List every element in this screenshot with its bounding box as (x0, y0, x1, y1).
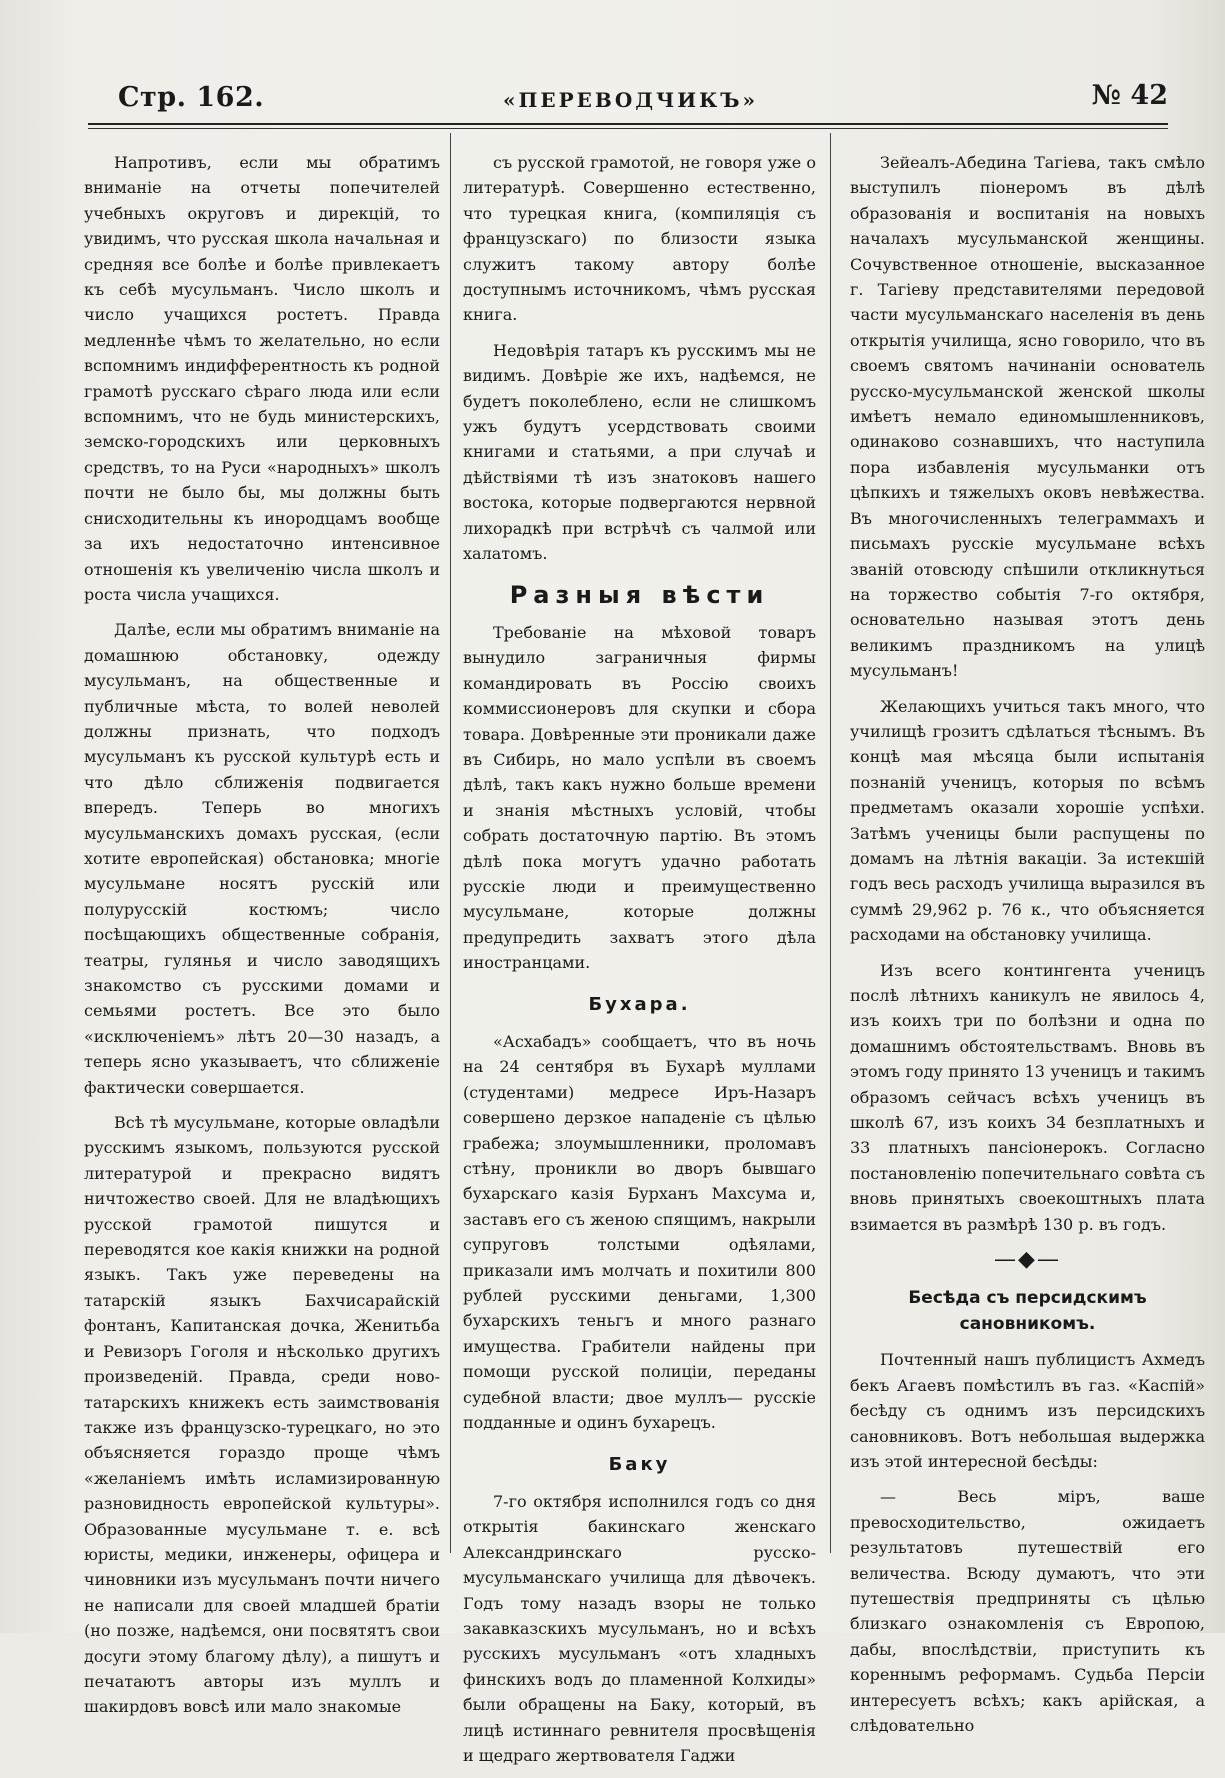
paragraph: Изъ всего контингента ученицъ послѣ лѣтнихъ каникулъ не явилось 4, изъ коихъ три по болѣзни и одна по домашнимъ обстоятельствамъ. Вновь въ этомъ году принято 13 ученицъ и такимъ образомъ сейчасъ всѣхъ ученицъ въ школѣ 67, изъ коихъ 34 безплатныхъ и 33 платныхъ пансіонерокъ. Согласно постановленію попечительнаго совѣта съ вновь принятыхъ своекоштныхъ плата взимается въ размѣрѣ 130 р. въ годъ. (850, 960, 1205, 1234)
paragraph: Зейеалъ-Абедина Тагіева, такъ смѣло выступилъ піонеромъ въ дѣлѣ образованія и воспитанія на новыхъ началахъ мусульманской женщины. Сочувственное отношеніе, высказанное г. Тагіеву представителями передовой части мусульманскаго населенія въ день открытія училища, ясно говорило, что въ своемъ святомъ начинаніи основатель русско-мусульманской женской школы имѣетъ немало единомышленниковъ, одинаково сознавшихъ, что наступила пора избавленія мусульманки отъ цѣпкихъ и тяжелыхъ оковъ невѣжества. Въ многочисленныхъ телеграммахъ и письмахъ русскіе мусульмане всѣхъ званій отовсюду спѣшили откликнуться на торжество событія 7-го октября, основательно называя этотъ день великимъ праздникомъ на улицѣ мусульманъ! (850, 153, 1205, 681)
section-heading-baku: Баку (608, 1453, 671, 1475)
section-heading-news: Разныя вѣсти (509, 580, 770, 609)
paragraph: съ русской грамотой, не говоря уже о литературѣ. Совершенно естественно, что турецкая книга, (компиляція съ французскаго) по близости языка служитъ такому автору болѣе доступнымъ источникомъ, чѣмъ русская книга. (463, 153, 816, 325)
column-1 (84, 150, 440, 1730)
paragraph: «Асхабадъ» сообщаетъ, что въ ночь на 24 сентября въ Бухарѣ муллами (студентами) медресе Иръ-Назаръ совершено дерзкое нападеніе съ цѣлью грабежа; злоумышленники, проломавъ стѣну, проникли во дворъ бывшаго бухарскаго казія Бурханъ Махсума и, заставъ его съ женою спящимъ, накрыли супруговъ толстыми одѣялами, приказали имъ молчать и похитили 800 рублей русскими деньгами, 1,300 бухарскихъ теньгъ и много разнаго имущества. Грабители найдены при помощи русской полиціи, переданы судебной власти; двое муллъ— русскіе подданные и одинъ бухарецъ. (463, 1032, 816, 1433)
paragraph: 7-го октября исполнился годъ со дня открытія бакинскаго женскаго Александринскаго русско-мусульманскаго училища для дѣвочекъ. Годъ тому назадъ взоры не только закавказскихъ мусульманъ, но и всѣхъ русскихъ мусульманъ «отъ хладныхъ финскихъ водъ до пламенной Колхиды» были обращены на Баку, который, въ лицѣ истиннаго ревнителя просвѣщенія и щедраго жертвователя Гаджи (463, 1491, 816, 1765)
paragraph: — Весь міръ, ваше превосходительство, ожидаетъ результатовъ путешествій его величества. Всюду думаютъ, что эти путешествія предприняты съ цѣлью близкаго ознакомленія съ Европою, дабы, впослѣдствіи, приступить къ кореннымъ реформамъ. Судьба Персіи интересуетъ всѣхъ; какъ арійская, а слѣдовательно (850, 1487, 1205, 1735)
page-header (118, 78, 1168, 118)
paragraph: Почтенный нашъ публицистъ Ахмедъ бекъ Агаевъ помѣстилъ въ газ. «Каспій» бесѣду съ однимъ изъ персидскихъ сановниковъ. Вотъ небольшая выдержка изъ этой интересной бесѣды: (850, 1350, 1205, 1471)
column-2 (463, 150, 816, 1778)
article-heading-persian: Бесѣда съ персидскимъ сановникомъ. (908, 1288, 1147, 1334)
paragraph: Напротивъ, если мы обратимъ вниманіе на отчеты попечителей учебныхъ округовъ и дирекцій, то увидимъ, что русская школа начальная и средняя все болѣе и болѣе привлекаетъ къ себѣ мусульманъ. Число школъ и число учащихся ростетъ. Правда медленнѣе чѣмъ то желательно, но если вспомнимъ индифферентность къ родной грамотѣ русскаго сѣраго люда или если вспомнимъ, что не будь министерскихъ, земско-городскихъ или церковныхъ средствъ, то на Руси «народныхъ» школъ почти не было бы, мы должны быть снисходительны къ инородцамъ вообще за ихъ недостаточно интенсивное отношенія къ увеличенію числа школъ и роста числа учащихся. (84, 153, 440, 604)
column-divider-2 (830, 133, 831, 1553)
newspaper-title: «ПЕРЕВОДЧИКЪ» (503, 88, 759, 112)
paragraph: Требованіе на мѣховой товаръ вынудило заграничныя фирмы командировать въ Россію своихъ коммиссионеровъ для скупки и сбора товара. Довѣренные эти проникали даже въ Сибирь, но мало успѣли въ своемъ дѣлѣ, такъ какъ нужно больше времени и знанія мѣстныхъ условій, чтобы собрать достаточную партію. Въ этомъ дѣлѣ пока могутъ удачно работать русскіе люди и преимущественно мусульмане, которые должны предупредить захватъ этого дѣла иностранцами. (463, 622, 816, 973)
paragraph: Желающихъ учиться такъ много, что училищѣ грозитъ сдѣлаться тѣснымъ. Въ концѣ мая мѣсяца были испытанія познаній ученицъ, которыя по всѣмъ предметамъ оказали хорошіе успѣхи. Затѣмъ ученицы были распущены по домамъ на лѣтнія вакаціи. За истекшій годъ весь расходъ училища выразился въ суммѣ 29,962 р. 76 к., что объясняется расходами на обстановку училища. (850, 696, 1205, 945)
column-divider-1 (450, 133, 451, 1553)
column-3 (850, 150, 1205, 1748)
paragraph: Всѣ тѣ мусульмане, которые овладѣли русскимъ языкомъ, пользуются русской литературой и прекрасно видятъ ничтожество своей. Для не владѣющихъ русской грамотой пишутся и переводятся кое какія книжки на родной языкъ. Такъ уже переведены на татарскій языкъ Бахчисарайскій фонтанъ, Капитанская дочка, Женитьба и Ревизоръ Гоголя и нѣсколько другихъ произведеній. Правда, среди ново-татарскихъ книжекъ есть заимствованія также изъ французско-турецкаго, но это объясняется гораздо проще чѣмъ «желаніемъ имѣть исламизированную разновидность европейской культуры». Образованные мусульмане т. е. всѣ юристы, медики, инженеры, офицера и чиновники изъ мусульманъ почти ничего не написали для своей младшей братіи (но позже, надѣемся, они посвятятъ свои досуги этому благому дѣлу), а пишутъ и печатаютъ авторы изъ муллъ и шакирдовъ вовсѣ или мало знакомые (84, 1113, 440, 1717)
page-number: Стр. 162. (118, 82, 265, 113)
header-rule-thin (88, 128, 1168, 129)
ornament-divider: —◆— (994, 1247, 1061, 1273)
section-heading-bukhara: Бухара. (588, 993, 691, 1015)
header-rule-thick (88, 123, 1168, 125)
paragraph: Далѣе, если мы обратимъ вниманіе на домашнюю обстановку, одежду мусульманъ, на общественные и публичные мѣста, то волей неволей должны признать, что подходъ мусульманъ къ русской культурѣ есть и что дѣло сближенія подвигается впередъ. Теперь во многихъ мусульманскихъ домахъ русская, (если хотите европейская) обстановка; многіе мусульмане носятъ русскій или полурусскій костюмъ; число посѣщающихъ общественные собранія, театры, гулянья и число заводящихъ знакомство съ русскими домами и семьями ростетъ. Все это было «исключеніемъ» лѣтъ 20—30 назадъ, а теперь ясно указываетъ, что сближеніе фактически совершается. (84, 620, 440, 1097)
issue-number: № 42 (1091, 80, 1168, 111)
paragraph: Недовѣрія татаръ къ русскимъ мы не видимъ. Довѣріе же ихъ, надѣемся, не будетъ поколеблено, если не слишкомъ ужъ будутъ усердствовать своими книгами и статьями, а при случаѣ и дѣйствіями тѣ изъ знатоковъ нашего востока, которые подвергаются нервной лихорадкѣ при встрѣчѣ съ чалмой или халатомъ. (463, 340, 816, 564)
